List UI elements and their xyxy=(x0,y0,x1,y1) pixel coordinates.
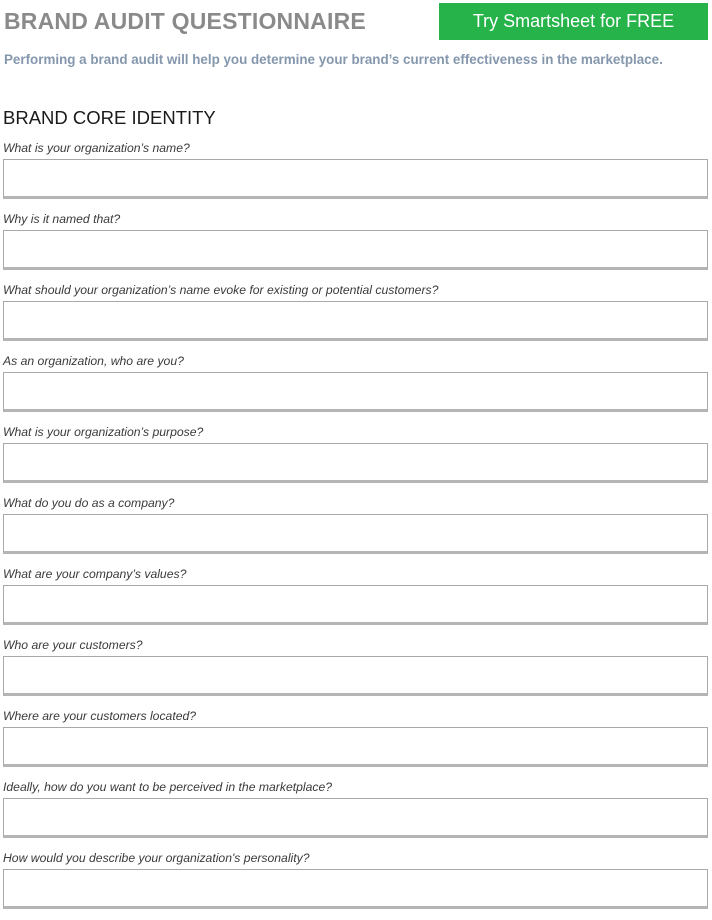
question-list xyxy=(0,139,712,920)
question-item xyxy=(0,423,712,494)
answer-field[interactable] xyxy=(3,301,708,341)
question-item xyxy=(0,281,712,352)
answer-field[interactable] xyxy=(3,727,708,767)
answer-field[interactable] xyxy=(3,656,708,696)
question-label: As an organization, who are you? xyxy=(3,354,184,368)
question-label: What is your organization’s name? xyxy=(3,141,190,155)
question-item xyxy=(0,849,712,920)
page-subtitle: Performing a brand audit will help you determine your brand’s current effectiveness in the marketplace. xyxy=(4,52,663,67)
question-label: What are your company’s values? xyxy=(3,567,187,581)
question-label: Ideally, how do you want to be perceived in the marketplace? xyxy=(3,780,333,794)
question-label: Who are your customers? xyxy=(3,638,143,652)
section-heading-brand-core-identity: BRAND CORE IDENTITY xyxy=(3,107,216,128)
question-item xyxy=(0,778,712,849)
answer-field[interactable] xyxy=(3,798,708,838)
answer-field[interactable] xyxy=(3,514,708,554)
answer-field[interactable] xyxy=(3,230,708,270)
question-item xyxy=(0,139,712,210)
question-label: What should your organization’s name evoke for existing or potential customers? xyxy=(3,283,439,297)
answer-field[interactable] xyxy=(3,372,708,412)
answer-field[interactable] xyxy=(3,585,708,625)
question-label: How would you describe your organization's personality? xyxy=(3,851,310,865)
question-label: What do you do as a company? xyxy=(3,496,175,510)
page-title: BRAND AUDIT QUESTIONNAIRE xyxy=(4,8,366,34)
question-label: What is your organization’s purpose? xyxy=(3,425,204,439)
question-item xyxy=(0,636,712,707)
question-item xyxy=(0,707,712,778)
question-item xyxy=(0,210,712,281)
question-item xyxy=(0,352,712,423)
try-smartsheet-button[interactable]: Try Smartsheet for FREE xyxy=(439,3,708,40)
question-label: Where are your customers located? xyxy=(3,709,197,723)
answer-field[interactable] xyxy=(3,159,708,199)
answer-field[interactable] xyxy=(3,443,708,483)
question-item xyxy=(0,494,712,565)
question-item xyxy=(0,565,712,636)
question-label: Why is it named that? xyxy=(3,212,121,226)
answer-field[interactable] xyxy=(3,869,708,909)
